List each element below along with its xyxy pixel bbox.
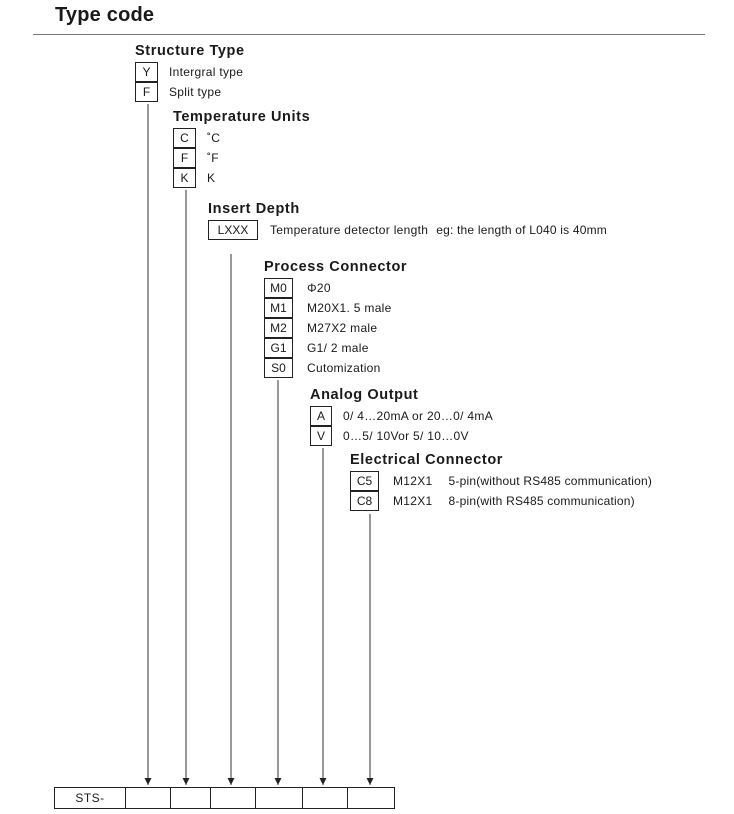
type-code-slot-process: [256, 788, 303, 808]
analog-code-a: A: [310, 406, 332, 426]
analog-output-title: Analog Output: [310, 387, 419, 403]
depth-example-note: eg: the length of L040 is 40mm: [436, 223, 607, 237]
process-code-m1: M1: [264, 298, 293, 318]
type-code-slot-depth: [211, 788, 256, 808]
structure-label-f: Split type: [169, 85, 222, 99]
process-code-m0: M0: [264, 278, 293, 298]
type-code-prefix: STS-: [55, 788, 126, 808]
process-label-g1: G1/ 2 male: [307, 341, 369, 355]
temperature-label-k: K: [207, 171, 216, 185]
page-title: Type code: [55, 4, 155, 26]
temperature-units-title: Temperature Units: [173, 109, 311, 125]
analog-label-a: 0/ 4…20mA or 20…0/ 4mA: [343, 409, 494, 423]
temperature-label-c: ˚C: [207, 131, 221, 145]
structure-label-y: Intergral type: [169, 65, 244, 79]
process-code-g1: G1: [264, 338, 293, 358]
process-code-s0: S0: [264, 358, 293, 378]
process-label-m1: M20X1. 5 male: [307, 301, 392, 315]
process-label-s0: Cutomization: [307, 361, 381, 375]
type-code-slot-analog: [303, 788, 348, 808]
electrical-connector-title: Electrical Connector: [350, 452, 504, 468]
type-code-slot-temperature: [171, 788, 211, 808]
temperature-code-f: F: [173, 148, 196, 168]
electrical-label-c5: M12X1: [393, 474, 433, 488]
process-connector-title: Process Connector: [264, 259, 408, 275]
depth-code-lxxx: LXXX: [208, 220, 258, 240]
process-code-m2: M2: [264, 318, 293, 338]
process-label-m2: M27X2 male: [307, 321, 378, 335]
electrical-code-c8: C8: [350, 491, 379, 511]
type-code-slot-electrical: [348, 788, 394, 808]
electrical-label-c8: M12X1: [393, 494, 433, 508]
type-code-bar: [54, 787, 395, 809]
analog-code-v: V: [310, 426, 332, 446]
temperature-code-k: K: [173, 168, 196, 188]
structure-code-f: F: [135, 82, 158, 102]
temperature-code-c: C: [173, 128, 196, 148]
analog-label-v: 0…5/ 10Vor 5/ 10…0V: [343, 429, 469, 443]
electrical-note-c5: 5-pin(without RS485 communication): [448, 474, 653, 488]
electrical-note-c8: 8-pin(with RS485 communication): [448, 494, 635, 508]
structure-type-title: Structure Type: [135, 43, 245, 59]
depth-label: Temperature detector length: [270, 223, 429, 237]
temperature-label-f: ˚F: [207, 151, 219, 165]
insert-depth-title: Insert Depth: [208, 201, 300, 217]
structure-code-y: Y: [135, 62, 158, 82]
process-label-m0: Φ20: [307, 281, 331, 295]
type-code-slot-structure: [126, 788, 171, 808]
electrical-code-c5: C5: [350, 471, 379, 491]
